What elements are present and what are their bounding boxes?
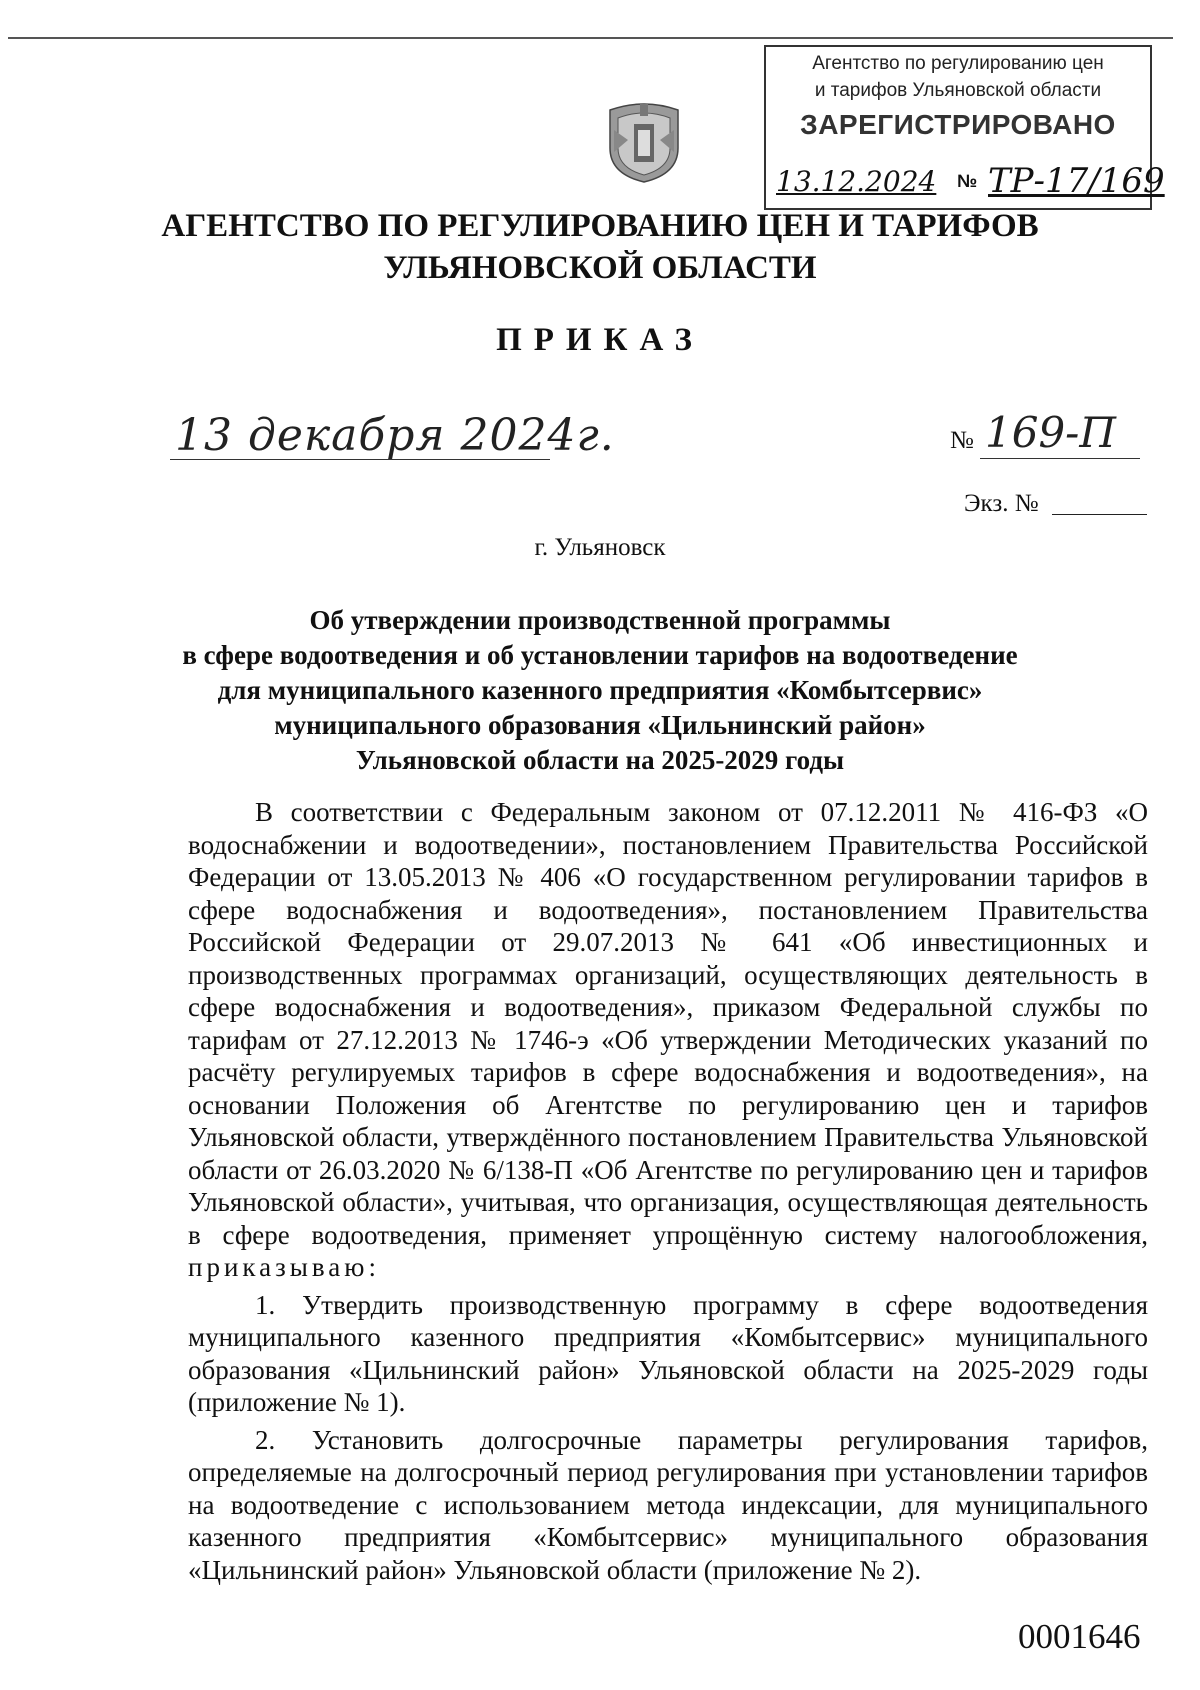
copy-number-blank [1052,514,1147,515]
order-number-label: № [950,427,974,454]
copy-number-label: Экз. № [964,490,1039,517]
preamble-text: В соответствии с Федеральным законом от 07.12.2011 № 416-ФЗ «О водоснабжении и водоотведении», постановлением Правительства Российской Федерации от 13.05.2013 № 406 «О государственном регулировании тарифов в сфере водоснабжения и водоотведения», постановлением Правительства Российской Федерации от 29.07.2013 № 641 «Об инвестиционных и производственных программах организаций, осуществляющих деятельность в сфере водоснабжения и водоотведения», приказом Федеральной службы по тарифам от 27.12.2013 № 1746-э «Об утверждении Методических указаний по расчёту регулируемых тарифов в сфере водоснабжения и водоотведения», на основании Положения об Агентстве по регулированию цен и тарифов Ульяновской области, утверждённого постановлением Правительства Ульяновской области от 26.03.2020 № 6/138-П «Об Агентстве по регулированию цен и тарифов Ульяновской области», учитывая, что организация, осуществляющая деятельность в сфере водоотведения, применяет упрощённую систему налогообложения, [188,797,1148,1250]
coat-of-arms-icon [604,100,684,184]
order-subject [140,603,1060,778]
order-word: приказываю: [188,1252,380,1282]
stamp-registration-number: ТР-17/169 [988,161,1165,201]
order-body [188,796,1148,1586]
stamp-registration-date: 13.12.2024 [776,165,937,198]
agency-title [0,205,1200,289]
handwritten-date: 13 декабря 2024г. [175,410,615,461]
document-type: ПРИКАЗ [496,322,704,358]
preamble-paragraph [188,796,1148,1284]
date-underline [170,459,550,460]
stamp-agency-line2: и тарифов Ульяновской области [814,80,1102,101]
serial-number: 0001646 [1018,1617,1141,1656]
subject-line3: для муниципального казенного предприятия «Комбытсервис» [217,675,983,705]
order-item-1: 1. Утвердить производственную программу в сфере водоотведения муниципального казенного предприятия «Комбытсервис» муниципального образования «Цильнинский район» Ульяновской области на 2025-2029 годы (приложение № 1). [188,1289,1148,1417]
subject-line5: Ульяновской области на 2025-2029 годы [355,745,845,775]
subject-line4: муниципального образования «Цильнинский район» [274,710,926,740]
agency-title-line1: АГЕНТСТВО ПО РЕГУЛИРОВАНИЮ ЦЕН И ТАРИФОВ [161,208,1039,244]
city: г. Ульяновск [534,534,666,561]
agency-title-line2: УЛЬЯНОВСКОЙ ОБЛАСТИ [383,250,817,286]
subject-line2: в сфере водоотведения и об установлении тарифов на водоотведение [182,640,1018,670]
order-number-underline [980,458,1140,459]
stamp-status: ЗАРЕГИСТРИРОВАНО [800,109,1116,140]
scan-top-rule [8,37,1173,39]
stamp-number-sign: № [957,171,978,191]
stamp-agency-line1: Агентство по регулированию цен [812,53,1104,74]
order-item-2: 2. Установить долгосрочные параметры регулирования тарифов, определяемые на долгосрочный период регулирования при установлении тарифов на водоотведение с использованием метода индексации, для муниципального казенного предприятия «Комбытсервис» муниципального образования «Цильнинский район» Ульяновской области (приложение № 2). [188,1424,1148,1585]
subject-line1: Об утверждении производственной программы [309,605,891,635]
registration-stamp [764,45,1165,210]
handwritten-order-number: 169-П [985,408,1116,457]
